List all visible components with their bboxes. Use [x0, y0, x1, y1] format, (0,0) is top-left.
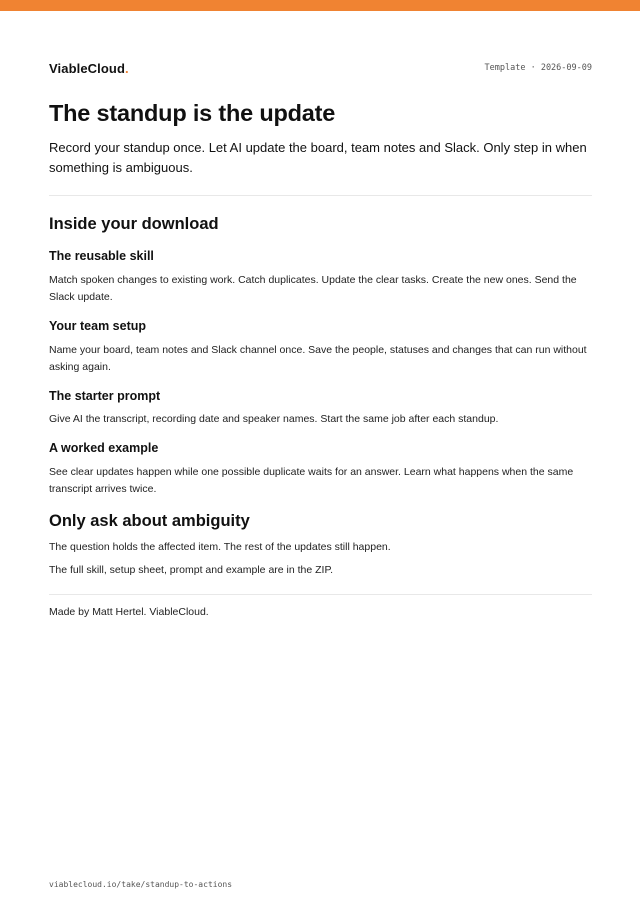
download-heading: Inside your download	[49, 215, 219, 233]
page-title: The standup is the update	[49, 100, 336, 126]
page-lede: Record your standup once. Let AI update the board, team notes and Slack. Only step in when something is ambiguous.	[49, 140, 587, 175]
ambiguity-text-2: The full skill, setup sheet, prompt and example are in the ZIP.	[49, 564, 334, 576]
item-title-example: A worked example	[49, 441, 159, 455]
item-body-setup: Name your board, team notes and Slack channel once. Save the people, statuses and changes that can run without asking again.	[49, 344, 587, 373]
footer-url: viablecloud.io/take/standup-to-actions	[49, 880, 233, 889]
template-date: Template · 2026-09-09	[484, 63, 592, 73]
item-title-skill: The reusable skill	[49, 249, 154, 263]
top-accent-bar	[0, 0, 640, 11]
credit-line: Made by Matt Hertel. ViableCloud.	[49, 606, 209, 618]
brand-logo	[49, 61, 129, 76]
ambiguity-heading: Only ask about ambiguity	[49, 512, 250, 530]
item-body-skill: Match spoken changes to existing work. Catch duplicates. Update the clear tasks. Create the new ones. Send the Slack update.	[49, 274, 577, 303]
divider	[49, 195, 592, 196]
item-title-setup: Your team setup	[49, 319, 147, 333]
page-header	[49, 61, 592, 79]
divider	[49, 594, 592, 595]
brand-name: ViableCloud	[49, 61, 125, 76]
item-title-prompt: The starter prompt	[49, 389, 161, 403]
ambiguity-text-1: The question holds the affected item. The rest of the updates still happen.	[49, 541, 391, 553]
brand-dot: .	[124, 61, 129, 76]
item-body-example: See clear updates happen while one possible duplicate waits for an answer. Learn what happens when the same transcript arrives twice.	[49, 466, 574, 495]
item-body-prompt: Give AI the transcript, recording date and speaker names. Start the same job after each standup.	[49, 413, 499, 425]
